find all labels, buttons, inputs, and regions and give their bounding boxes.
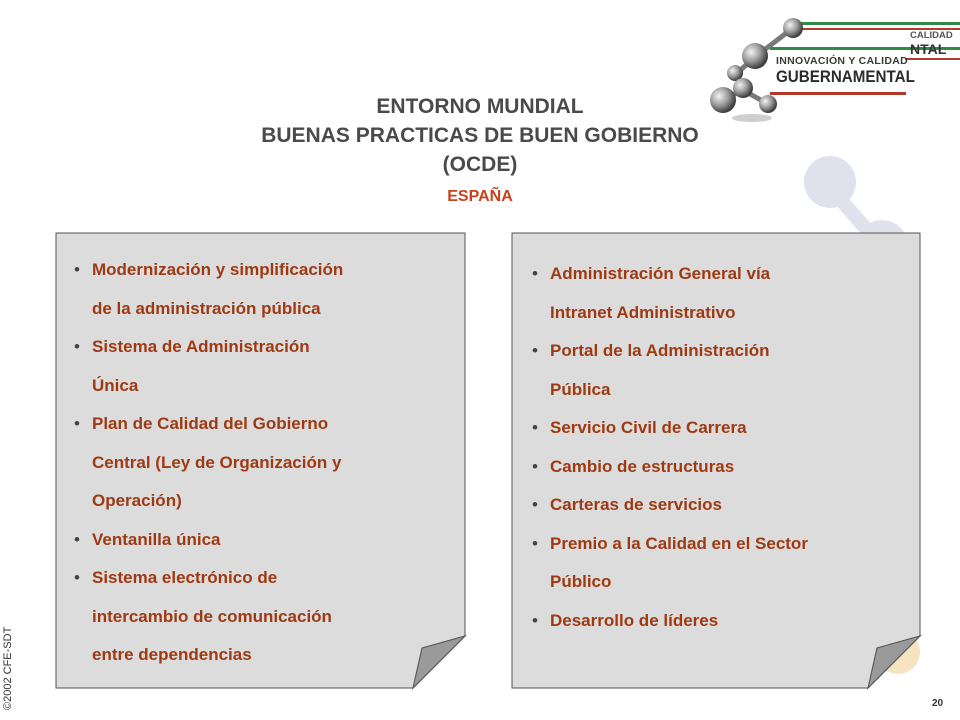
country-subtitle: ESPAÑA: [447, 188, 513, 205]
list-item: • Modernización y simplificación: [72, 251, 452, 290]
copyright-note: ©2002 CFE-SDT: [2, 626, 14, 710]
list-item: Operación): [92, 491, 182, 510]
list-item: entre dependencias: [92, 645, 252, 664]
logo-ghost-line1: CALIDAD: [910, 30, 953, 41]
title-line2: BUENAS PRACTICAS DE BUEN GOBIERNO: [261, 124, 699, 147]
list-item: Pública: [550, 379, 611, 399]
list-item: • Cambio de estructuras: [530, 448, 915, 487]
list-item: • Ventanilla única: [72, 521, 452, 560]
right-card-list: [530, 255, 915, 640]
list-item: Central (Ley de Organización y: [92, 452, 342, 472]
list-item: • Carteras de servicios: [530, 486, 915, 525]
list-item: intercambio de comunicación: [92, 606, 332, 626]
list-item: Intranet Administrativo: [550, 302, 736, 322]
page-number: 20: [932, 698, 944, 709]
title-line1: ENTORNO MUNDIAL: [376, 95, 584, 118]
list-item: • Servicio Civil de Carrera: [530, 409, 915, 448]
list-item: • Plan de Calidad del Gobierno: [72, 405, 452, 444]
logo-ghost-line2: NTAL: [910, 41, 947, 57]
title-line3: (OCDE): [442, 153, 518, 176]
list-item: • Portal de la Administración: [530, 332, 915, 371]
list-item: • Premio a la Calidad en el Sector: [530, 525, 915, 564]
list-item: • Desarrollo de líderes: [530, 602, 915, 641]
list-item: Única: [92, 375, 139, 395]
list-item: • Sistema de Administración: [72, 328, 452, 367]
logo-line1: INNOVACIÓN Y CALIDAD: [776, 55, 909, 67]
list-item: • Administración General vía: [530, 255, 915, 294]
logo-line2: GUBERNAMENTAL: [776, 68, 915, 86]
list-item: • Sistema electrónico de: [72, 559, 452, 598]
list-item: Público: [550, 572, 612, 591]
list-item: de la administración pública: [92, 298, 321, 318]
